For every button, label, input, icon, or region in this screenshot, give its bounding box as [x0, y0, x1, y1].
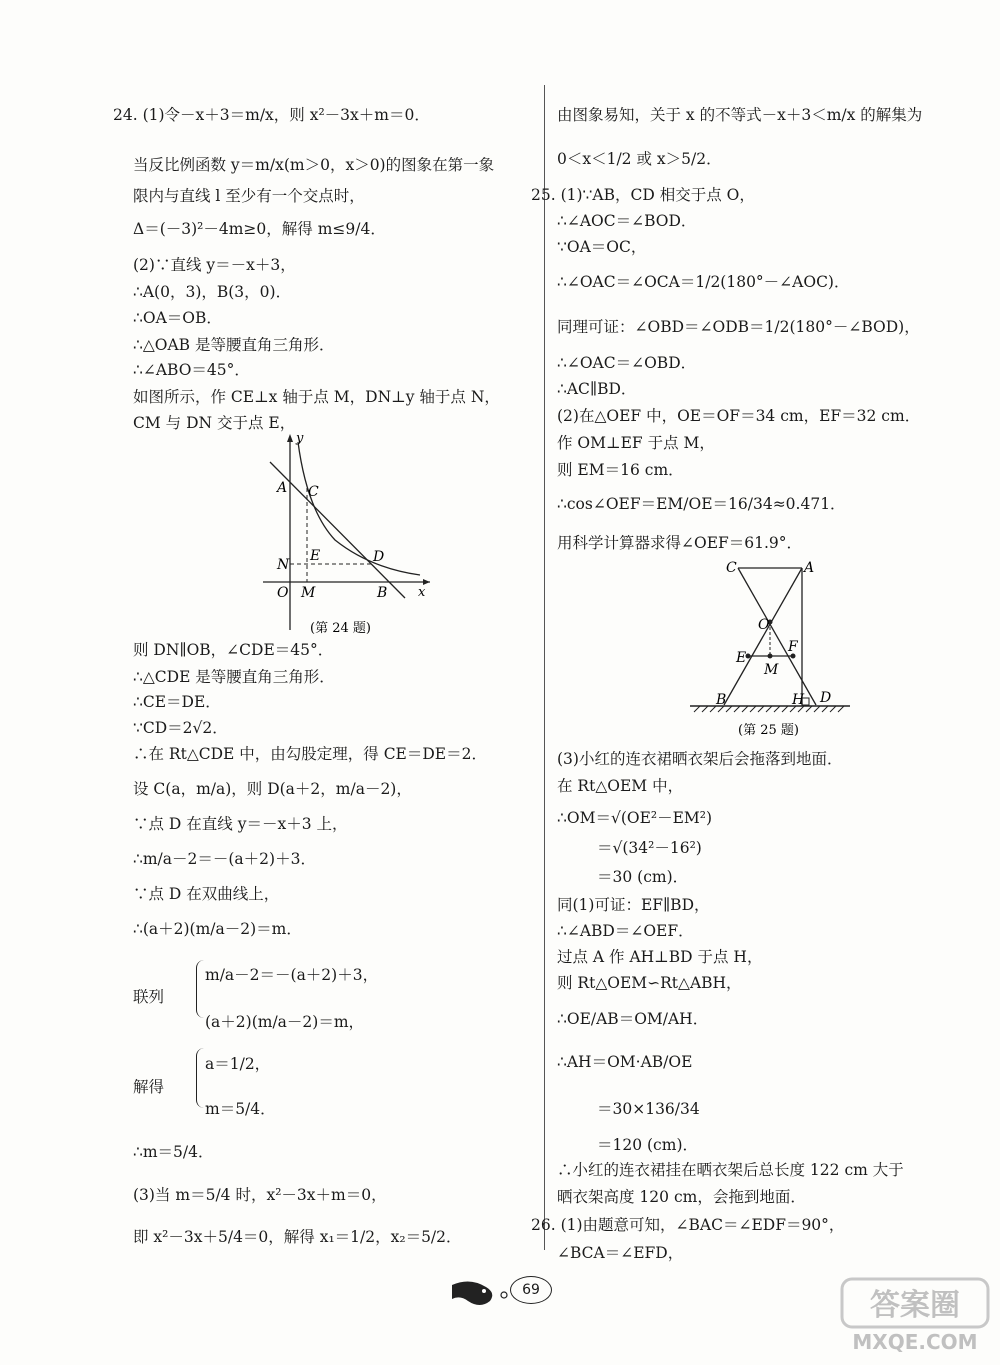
svg-text:MXQE.COM: MXQE.COM — [852, 1330, 978, 1354]
left-line: ∴∠ABO＝45°． — [133, 361, 250, 379]
right-line: ∴AC∥BD． — [557, 380, 637, 398]
watermark-logo — [840, 1275, 990, 1359]
left-line: 设 C(a，m/a)，则 D(a＋2，m/a－2)， — [133, 780, 412, 798]
right-line: ＝30 (cm)． — [597, 868, 689, 886]
fig24-label-A: A — [277, 480, 288, 496]
right-line: ∴cos∠OEF＝EM/OE＝16/34≈0.471． — [557, 495, 846, 513]
brace-system-1 — [196, 960, 205, 1018]
right-line: ∠BCA＝∠EFD， — [557, 1244, 684, 1262]
right-line: 同(1)可证：EF∥BD， — [557, 896, 710, 914]
column-divider — [544, 85, 545, 1250]
fig24-label-N: N — [277, 557, 290, 573]
left-line: 24. (1)令－x＋3＝m/x，则 x²－3x＋m＝0． — [113, 106, 430, 124]
right-line: 由图象易知，关于 x 的不等式－x＋3＜m/x 的解集为 — [557, 106, 923, 124]
left-line: ∴△CDE 是等腰直角三角形． — [133, 668, 335, 686]
fig24-label-E: E — [310, 548, 321, 564]
right-line: ∴∠OAC＝∠OBD． — [557, 354, 697, 372]
brace-system-2 — [196, 1048, 205, 1108]
right-line: ＝√(34²－16²) — [597, 839, 702, 857]
left-line: 限内与直线 l 至少有一个交点时， — [133, 187, 365, 205]
right-line: 则 Rt△OEM∽Rt△ABH， — [557, 974, 742, 992]
figure-24 — [255, 430, 435, 642]
fig25-caption: (第 25 题) — [738, 723, 799, 738]
right-line: ＝30×136/34 — [597, 1100, 700, 1118]
right-line: 过点 A 作 AH⊥BD 于点 H， — [557, 948, 763, 966]
fig25-label-F: F — [788, 639, 798, 655]
left-line: m＝5/4． — [205, 1100, 276, 1118]
left-line: 即 x²－3x＋5/4＝0，解得 x₁＝1/2，x₂＝5/2． — [133, 1228, 462, 1246]
left-line: 如图所示，作 CE⊥x 轴于点 M，DN⊥y 轴于点 N， — [133, 388, 500, 406]
left-line: ∴m＝5/4． — [133, 1143, 214, 1161]
right-line: (3)小红的连衣裙晒衣架后会拖落到地面． — [557, 750, 843, 768]
left-line: ∵点 D 在双曲线上， — [133, 885, 280, 903]
page-number: 69 — [510, 1276, 552, 1304]
left-line: ∴m/a－2＝－(a＋2)＋3． — [133, 850, 316, 868]
left-line: ∴OA＝OB． — [133, 309, 222, 327]
left-line: (3)当 m＝5/4 时，x²－3x＋m＝0， — [133, 1186, 387, 1204]
left-line: (a＋2)(m/a－2)＝m， — [205, 1013, 365, 1031]
left-line: 解得 — [133, 1078, 165, 1096]
right-line: 0＜x＜1/2 或 x＞5/2． — [557, 150, 722, 168]
left-line: 当反比例函数 y＝m/x(m＞0，x＞0)的图象在第一象 — [133, 156, 495, 174]
right-line: 用科学计算器求得∠OEF＝61.9°． — [557, 534, 803, 552]
right-line: ∴OE/AB＝OM/AH． — [557, 1010, 709, 1028]
right-line: ∴∠AOC＝∠BOD． — [557, 212, 697, 230]
left-line: 则 DN∥OB，∠CDE＝45°． — [133, 641, 334, 659]
fig25-label-A: A — [804, 560, 815, 576]
fig24-caption: (第 24 题) — [310, 621, 371, 636]
left-line: 联列 — [133, 988, 165, 1006]
right-line: ∴小红的连衣裙挂在晒衣架后总长度 122 cm 大于 — [557, 1161, 904, 1179]
right-line: ∴AH＝OM·AB/OE — [557, 1053, 693, 1071]
right-line: 同理可证：∠OBD＝∠ODB＝1/2(180°－∠BOD)， — [557, 318, 920, 336]
fig24-label-B: B — [377, 585, 388, 601]
left-line: ∴在 Rt△CDE 中，由勾股定理，得 CE＝DE＝2． — [133, 745, 487, 763]
left-line: Δ＝(－3)²－4m≥0，解得 m≤9/4． — [133, 220, 386, 238]
fig25-label-B: B — [716, 692, 727, 708]
left-line: CM 与 DN 交于点 E， — [133, 414, 296, 432]
right-line: ∴OM＝√(OE²－EM²) — [557, 809, 713, 827]
fig25-label-E: E — [736, 650, 747, 666]
right-line: 25. (1)∵AB，CD 相交于点 O， — [531, 186, 755, 204]
left-line: ∴CE＝DE． — [133, 693, 221, 711]
left-line: ∴△OAB 是等腰直角三角形． — [133, 336, 335, 354]
right-line: 晒衣架高度 120 cm，会拖到地面． — [557, 1188, 806, 1206]
left-line: (2)∵直线 y＝－x＋3， — [133, 256, 296, 274]
left-line: ∵CD＝2√2． — [133, 719, 228, 737]
right-line: 在 Rt△OEM 中， — [557, 777, 684, 795]
fig24-label-D: D — [373, 549, 385, 565]
svg-text:答案圈: 答案圈 — [870, 1288, 960, 1323]
fig24-label-M: M — [301, 585, 316, 601]
left-line: ∵点 D 在直线 y＝－x＋3 上， — [133, 815, 348, 833]
right-line: 则 EM＝16 cm． — [557, 461, 684, 479]
fig25-label-M: M — [764, 662, 779, 678]
fig25-label-D: D — [820, 690, 832, 706]
right-line: ∴∠ABD＝∠OEF． — [557, 922, 694, 940]
left-line: ∴A(0，3)，B(3，0)． — [133, 283, 292, 301]
fig24-label-C: C — [308, 484, 319, 500]
fig24-label-O: O — [277, 585, 289, 601]
left-line: m/a－2＝－(a＋2)＋3， — [205, 966, 379, 984]
fig25-label-O: O — [758, 617, 770, 633]
fig24-label-y: y — [296, 431, 304, 446]
fig25-label-H: H — [792, 692, 805, 708]
right-line: ∴∠OAC＝∠OCA＝1/2(180°－∠AOC)． — [557, 273, 850, 291]
right-line: 26. (1)由题意可知，∠BAC＝∠EDF＝90°， — [531, 1216, 845, 1234]
right-line: 作 OM⊥EF 于点 M， — [557, 434, 715, 452]
figure-25 — [690, 558, 852, 743]
fig25-label-C: C — [726, 560, 737, 576]
right-line: ∵OA＝OC， — [557, 238, 647, 256]
left-line: ∴(a＋2)(m/a－2)＝m． — [133, 920, 302, 938]
left-line: a＝1/2， — [205, 1055, 271, 1073]
right-line: (2)在△OEF 中，OE＝OF＝34 cm，EF＝32 cm． — [557, 407, 921, 425]
fish-logo-icon — [450, 1275, 510, 1311]
fig24-label-x: x — [418, 585, 426, 600]
right-line: ＝120 (cm)． — [597, 1136, 698, 1154]
